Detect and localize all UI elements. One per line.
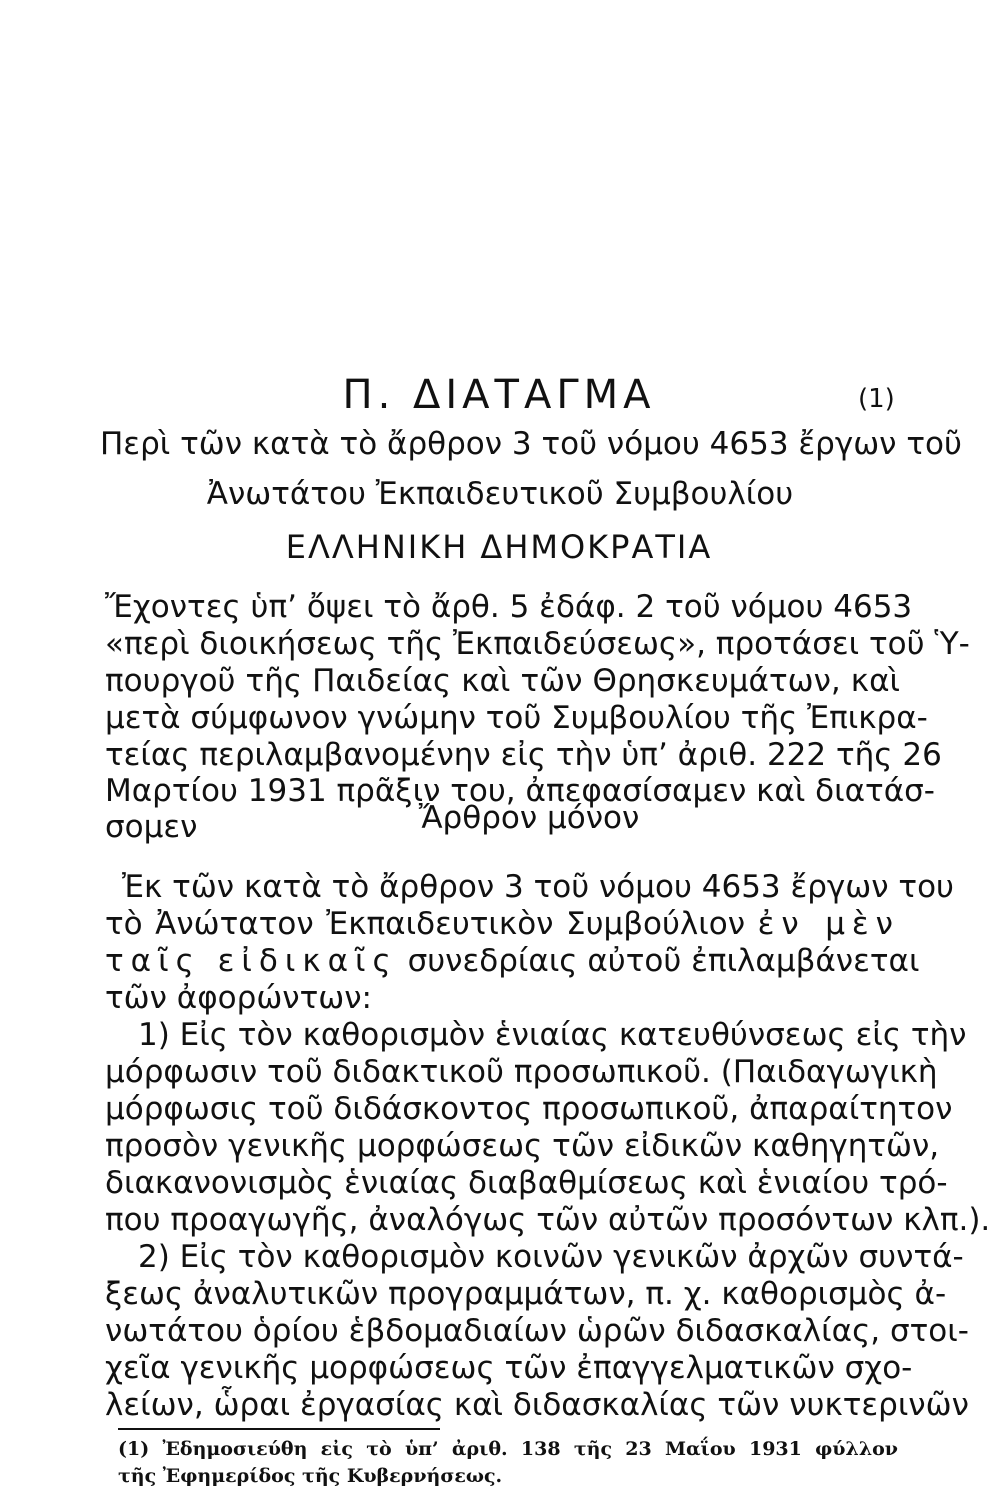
article-intro-line: Ἐκ τῶν κατὰ τὸ ἄρθρον 3 τοῦ νόμου 4653 ἔργων του [122,869,954,905]
preamble-line: Μαρτίου 1931 πρᾶξιν του, ἀπεφασίσαμεν καὶ διατάσ- [105,773,935,809]
subtitle-line-2: Ἀνωτάτου Ἐκπαιδευτικοῦ Συμβουλίου [206,476,794,512]
item-2-line: 2) Εἰς τὸν καθορισμὸν κοινῶν γενικῶν ἀρχῶν συντά- [138,1239,964,1275]
republic-heading: ΕΛΛΗΝΙΚΗ ΔΗΜΟΚΡΑΤΙΑ [285,528,713,566]
item-2-line: λείων, ὧραι ἐργασίας καὶ διδασκαλίας τῶν νυκτερινῶν [105,1387,969,1423]
article-intro-text: τὸ Ἀνώτατον Ἐκπαιδευτικὸν Συμβούλιον [105,906,746,942]
article-title: Ἄρθρον μόνον [418,800,640,836]
item-1-line: διακανονισμὸς ἑνιαίας διαβαθμίσεως καὶ ἑνιαίου τρό- [105,1165,948,1201]
article-intro-line [105,905,900,943]
subtitle-line-1: Περὶ τῶν κατὰ τὸ ἄρθρον 3 τοῦ νόμου 4653 ἔργων τοῦ [100,426,962,462]
footnote-line-1: (1) Ἐδημοσιεύθη εἰς τὸ ὑπ’ ἀριθ. 138 τῆς 23 Μαΐου 1931 φύλλον [118,1438,898,1460]
footnote-line-2: τῆς Ἐφημερίδος τῆς Κυβερνήσεως. [118,1465,503,1487]
article-intro-text: συνεδρίαις αὐτοῦ ἐπιλαμβάνεται [407,943,920,979]
article-intro-line: τῶν ἀφορώντων: [105,980,372,1016]
footnote-rule [118,1428,440,1430]
item-1-line: 1) Εἰς τὸν καθορισμὸν ἑνιαίας κατευθύνσεως εἰς τὴν [138,1017,967,1053]
item-1-line: μόρφωσιν τοῦ διδακτικοῦ προσωπικοῦ. (Παιδαγωγικὴ [105,1054,938,1090]
preamble-line: μετὰ σύμφωνον γνώμην τοῦ Συμβουλίου τῆς Ἐπικρα- [105,700,928,736]
item-1-line: μόρφωσις τοῦ διδάσκοντος προσωπικοῦ, ἀπαραίτητον [105,1091,953,1127]
item-2-line: χεῖα γενικῆς μορφώσεως τῶν ἐπαγγελματικῶν σχο- [105,1350,913,1386]
preamble-line: Ἔχοντες ὑπ’ ὄψει τὸ ἄρθ. 5 ἐδάφ. 2 τοῦ νόμου 4653 [105,589,913,625]
footnote-marker: (1) [858,384,895,414]
page-title: Π. ΔΙΑΤΑΓΜΑ [342,372,656,418]
preamble-line: «περὶ διοικήσεως τῆς Ἐκπαιδεύσεως», προτάσει τοῦ Ὑ- [105,626,970,662]
preamble-line: πουργοῦ τῆς Παιδείας καὶ τῶν Θρησκευμάτων, καὶ [105,663,900,699]
article-intro-emphasis: ἐν μὲν [757,906,900,942]
article-intro-line [105,942,920,980]
preamble-line: σομεν [105,809,198,845]
preamble-line: τείας περιλαμβανομένην εἰς τὴν ὑπ’ ἀριθ. 222 τῆς 26 [105,737,942,773]
item-2-line: ξεως ἀναλυτικῶν προγραμμάτων, π. χ. καθορισμὸς ἀ- [105,1276,947,1312]
article-intro-emphasis: ταῖς εἰδικαῖς [105,943,398,979]
item-1-line: που προαγωγῆς, ἀναλόγως τῶν αὐτῶν προσόντων κλπ.). [105,1202,991,1238]
item-1-line: προσὸν γενικῆς μορφώσεως τῶν εἰδικῶν καθηγητῶν, [105,1128,940,1164]
item-2-line: νωτάτου ὁρίου ἑβδομαδιαίων ὡρῶν διδασκαλίας, στοι- [105,1313,969,1349]
